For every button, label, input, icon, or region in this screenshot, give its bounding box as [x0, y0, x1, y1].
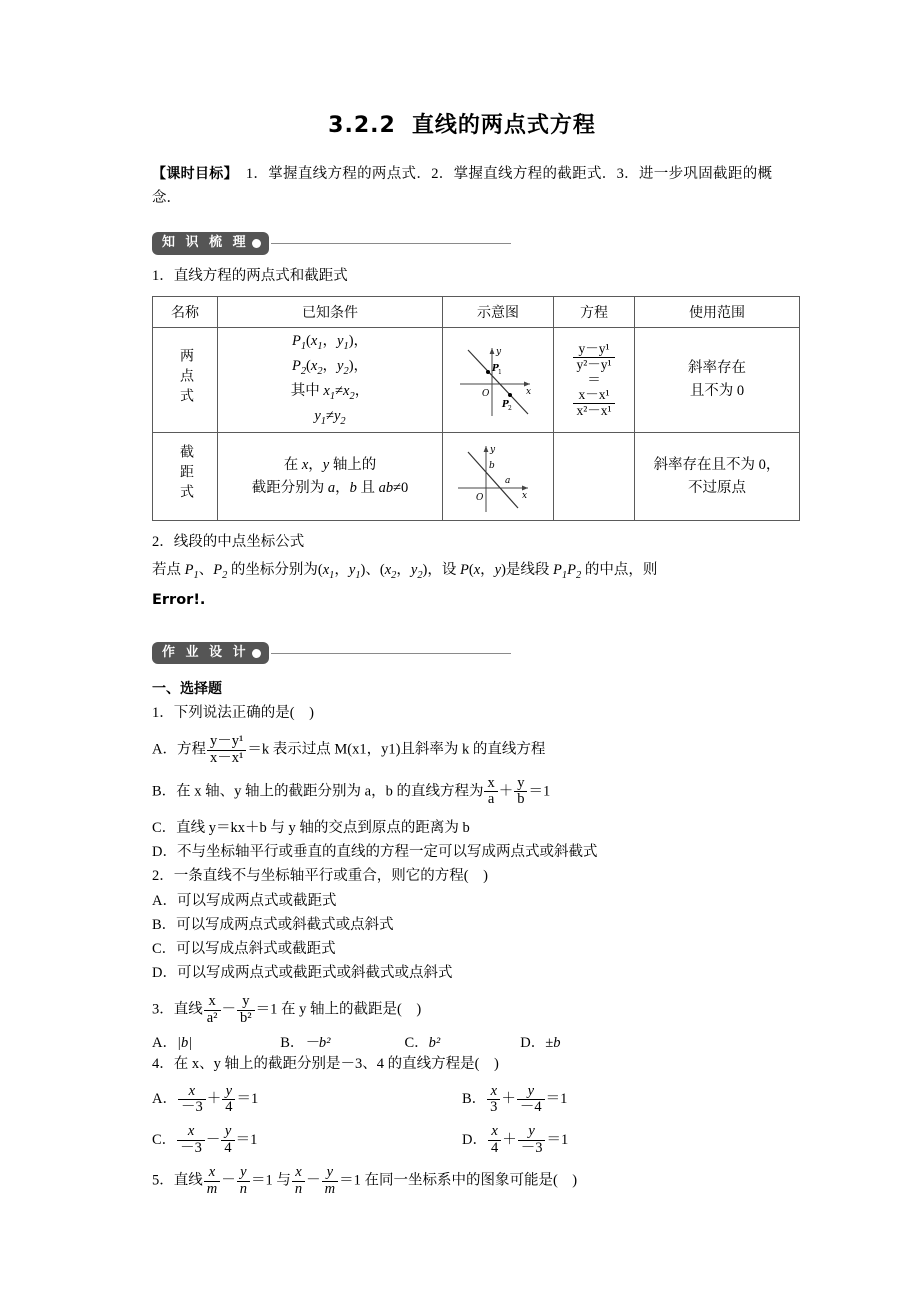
fraction-numerator: y [237, 994, 255, 1011]
row-condition-intercept [218, 433, 443, 521]
row-name-two-point [153, 328, 218, 433]
option-operator: － [205, 1131, 221, 1148]
option-letter: B． [152, 916, 177, 933]
row-scope-intercept [635, 433, 800, 521]
stem-fraction-1 [204, 1165, 220, 1197]
badge-knowledge-label: 知 识 梳 理 [162, 235, 249, 251]
option-text: 可以写成两点式或截距式或斜截式或点斜式 [176, 965, 453, 982]
table-header-row [153, 297, 800, 328]
stem-fraction-4 [322, 1165, 338, 1197]
table-header-figure: 示意图 [443, 297, 554, 328]
stem-fraction-2 [237, 994, 255, 1026]
fraction-denominator: m [206, 1181, 218, 1198]
option-letter: B． [462, 1091, 487, 1108]
option-spacer [440, 1031, 520, 1052]
objective-label: 【课时目标】 [152, 166, 238, 183]
option-tail: ＝1 [545, 1091, 568, 1108]
stem-fraction-3 [292, 1165, 305, 1197]
fraction-denominator: a² [206, 1009, 218, 1026]
row-figure-two-point [443, 328, 554, 433]
option-text: ±b [545, 1034, 561, 1051]
knowledge-item2-text: 若点 $P_1$、$P_2$ 的坐标分别为($x_1$，$y_1$)、($x_2$，$y_2$)，设 P(x，y)是线段 $P_1P_2$ 的中点，则 [152, 561, 658, 581]
section-header-knowledge [152, 232, 772, 254]
question-5-text-before: 直线 [173, 1172, 203, 1189]
svg-text:O: O [476, 492, 484, 503]
equation-relation: ＝ [587, 372, 601, 388]
question-1-option-d[interactable] [152, 841, 772, 864]
option-text: |b| [176, 1034, 193, 1051]
option-letter: B． [152, 783, 177, 800]
question-3-text-before: 直线 [173, 1001, 203, 1018]
question-2-option-c[interactable] [152, 938, 772, 961]
question-1-text: 下列说法正确的是( [173, 705, 295, 722]
row-equation-two-point [554, 328, 635, 433]
filled-circle-icon [252, 239, 261, 248]
fraction-numerator: y [517, 1084, 545, 1101]
option-fraction [207, 734, 246, 766]
table-row [153, 328, 800, 433]
question-4-options-row-1 [152, 1084, 772, 1116]
intercept-line-diagram [452, 438, 544, 516]
question-3-answer-blank[interactable]: ) [416, 1001, 422, 1018]
option-tail: ＝1 [236, 1091, 259, 1108]
fraction-denominator: y²－y¹ [576, 356, 612, 372]
condition-line: $P_2(x_2$，$y_2$)， [291, 358, 369, 378]
knowledge-item2-error: Error!. [152, 591, 206, 608]
knowledge-item1-heading: 1．直线方程的两点式和截距式 [152, 267, 348, 284]
option-fraction-2 [514, 776, 527, 808]
svg-text:x: x [522, 490, 528, 501]
question-2-answer-blank[interactable]: ) [483, 868, 488, 885]
fraction-denominator: n [294, 1181, 303, 1198]
question-3-options [152, 1031, 772, 1052]
option-text: 可以写成两点式或截距式 [176, 892, 337, 909]
question-1-stem [152, 702, 772, 725]
option-fraction-1 [487, 1084, 500, 1116]
fraction-numerator: x [488, 1124, 501, 1141]
table-header-name: 名称 [153, 297, 218, 328]
svg-text:b: b [489, 460, 495, 471]
question-1-option-b[interactable] [152, 776, 772, 808]
option-text-before: 在 x 轴、y 轴上的截距分别为 a，b 的直线方程为 [176, 783, 484, 800]
fraction-denominator: n [239, 1181, 247, 1198]
knowledge-item2-heading: 2．线段的中点坐标公式 [152, 534, 305, 551]
option-letter: C． [152, 1131, 177, 1148]
knowledge-table [152, 296, 800, 521]
option-letter: D． [462, 1131, 487, 1148]
question-1-option-a[interactable] [152, 734, 772, 766]
option-letter: A． [152, 892, 177, 909]
badge-homework-label: 作 业 设 计 [162, 645, 249, 661]
table-header-equation: 方程 [554, 297, 635, 328]
stem-fraction-2 [237, 1165, 250, 1197]
equation-fraction-left [573, 342, 614, 372]
fraction-numerator: x－x¹ [573, 388, 614, 404]
question-4-number: 4． [152, 1055, 174, 1072]
fraction-denominator: 4 [225, 1099, 233, 1116]
option-operator: ＋ [206, 1091, 222, 1108]
option-text: 不与坐标轴平行或垂直的直线的方程一定可以写成两点式或斜截式 [176, 844, 598, 861]
question-4-option-d[interactable] [462, 1124, 772, 1156]
option-letter: C． [152, 940, 177, 957]
fraction-denominator: －3 [520, 1139, 543, 1156]
question-4-text: 在 x、y 轴上的截距分别是－3、4 的直线方程是( [173, 1055, 480, 1072]
question-4-options-row-2 [152, 1124, 772, 1156]
objective-text: 1．掌握直线方程的两点式．2．掌握直线方程的截距式．3．进一步巩固截距的概念． [152, 166, 773, 206]
svg-text:P: P [492, 364, 499, 375]
option-text: －b² [304, 1034, 331, 1051]
two-point-line-diagram [452, 338, 544, 422]
option-letter: B． [280, 1034, 305, 1051]
option-letter: D． [520, 1034, 546, 1051]
row-name-intercept [153, 433, 218, 521]
filled-circle-icon [252, 649, 261, 658]
question-5-stem [152, 1165, 772, 1197]
option-operator: ＋ [501, 1091, 516, 1108]
fraction-numerator: y－y¹ [573, 342, 614, 358]
question-2-option-b[interactable] [152, 914, 772, 937]
option-text-after: ＝k 表示过点 M(x1，y1)且斜率为 k 的直线方程 [247, 741, 546, 758]
fraction-denominator: x²－x¹ [576, 402, 612, 418]
question-4-answer-blank[interactable]: ) [493, 1055, 499, 1072]
question-5-number: 5． [152, 1172, 174, 1189]
stem-operator-1: － [221, 1172, 236, 1189]
two-point-equation [572, 342, 615, 418]
fraction-denominator: －3 [180, 1139, 202, 1156]
option-fraction-1 [177, 1124, 205, 1156]
stem-mid-text: ＝1 与 [250, 1172, 291, 1189]
question-2-option-a[interactable] [152, 890, 772, 913]
fraction-numerator: y [514, 776, 527, 793]
badge-homework [152, 642, 269, 664]
fraction-numerator: x [487, 1084, 500, 1101]
stem-operator-2: － [306, 1172, 321, 1189]
scope-line: 斜率存在 [688, 360, 746, 377]
option-letter: A． [152, 1034, 177, 1051]
question-3-number: 3． [152, 1001, 174, 1018]
question-3-option-b[interactable] [280, 1031, 330, 1052]
row-name-intercept-label: 截距式 [178, 444, 193, 505]
option-letter: D． [152, 844, 177, 861]
scope-line: 且不为 0 [689, 383, 745, 400]
badge-knowledge [152, 232, 269, 254]
question-3-option-a[interactable] [152, 1031, 192, 1052]
question-2-option-d[interactable] [152, 962, 772, 985]
option-fraction-2 [518, 1124, 546, 1156]
question-4-stem [152, 1053, 772, 1076]
fraction-denominator: x－x¹ [209, 749, 244, 766]
svg-text:P: P [502, 400, 509, 411]
svg-text:a: a [505, 475, 511, 486]
row-condition-two-point [218, 328, 443, 433]
option-letter: D． [152, 965, 177, 982]
fraction-numerator: y－y¹ [207, 734, 246, 751]
question-3-option-c[interactable] [405, 1031, 441, 1052]
svg-text:y: y [496, 347, 502, 358]
title-text: 直线的两点式方程 [411, 113, 596, 138]
fraction-denominator: b [517, 791, 525, 808]
svg-text:1: 1 [498, 369, 502, 377]
condition-line: 其中 $x_1\ne x_2$， [290, 383, 370, 403]
table-row [153, 433, 800, 521]
fraction-numerator: y [237, 1165, 250, 1182]
option-operator: ＋ [498, 783, 514, 800]
option-text: 可以写成点斜式或截距式 [176, 940, 336, 957]
option-fraction-2 [222, 1084, 235, 1116]
row-equation-intercept [554, 433, 635, 521]
stem-operator: － [221, 1001, 237, 1018]
condition-line: $y_1\ne y_2$ [314, 408, 346, 428]
scope-line: 斜率存在且不为 0， [653, 456, 781, 473]
fraction-denominator: 3 [490, 1099, 498, 1116]
option-text-before: 方程 [176, 741, 206, 758]
fraction-numerator: x [204, 1165, 220, 1182]
svg-text:y: y [490, 444, 496, 455]
fraction-numerator: x [177, 1124, 205, 1141]
fraction-numerator: x [204, 994, 221, 1011]
question-1-option-c[interactable] [152, 817, 772, 840]
option-fraction-1 [488, 1124, 501, 1156]
fraction-denominator: m [324, 1181, 336, 1198]
fraction-numerator: y [322, 1165, 338, 1182]
option-fraction-1 [484, 776, 497, 808]
question-4-option-a[interactable] [152, 1084, 462, 1116]
question-3-stem [152, 994, 772, 1026]
option-fraction-1 [178, 1084, 206, 1116]
question-4-option-b[interactable] [462, 1084, 772, 1116]
row-scope-two-point [635, 328, 800, 433]
header-rule-homework [271, 653, 511, 654]
question-2-number: 2． [152, 868, 174, 885]
section-header-homework [152, 642, 772, 664]
stem-text-after: ＝1 在 y 轴上的截距是( [255, 1001, 402, 1018]
homework-part-heading: 一、选择题 [152, 681, 222, 698]
option-letter: C． [404, 1034, 429, 1051]
option-text: 可以写成两点式或斜截式或点斜式 [176, 916, 394, 933]
question-2-stem [152, 865, 772, 888]
question-3-option-d[interactable] [520, 1031, 560, 1052]
fraction-numerator: y [222, 1084, 235, 1101]
stem-text-after: ＝1 在同一坐标系中的图象可能是( [339, 1172, 558, 1189]
row-name-two-point-label: 两点式 [178, 347, 193, 408]
title-number: 3.2.2 [328, 113, 396, 138]
equation-fraction-right [573, 388, 614, 418]
option-text: 直线 y＝kx＋b 与 y 轴的交点到原点的距离为 b [176, 819, 470, 836]
question-2-text: 一条直线不与坐标轴平行或重合，则它的方程( [173, 868, 469, 885]
fraction-numerator: y [518, 1124, 546, 1141]
question-5-answer-blank[interactable]: ) [572, 1172, 578, 1189]
fraction-denominator: －3 [180, 1099, 203, 1116]
fraction-numerator: y [221, 1124, 234, 1141]
option-letter: A． [152, 1091, 177, 1108]
fraction-denominator: b² [240, 1009, 252, 1026]
page-title [152, 0, 772, 139]
option-fraction-2 [221, 1124, 234, 1156]
svg-text:x: x [526, 387, 532, 398]
option-text-after: ＝1 [528, 783, 551, 800]
question-4-option-c[interactable] [152, 1124, 462, 1156]
option-operator: ＋ [502, 1131, 517, 1148]
condition-line: $P_1(x_1$，$y_1$)， [291, 333, 369, 353]
question-1-answer-blank[interactable]: ) [309, 705, 314, 722]
option-spacer [192, 1031, 280, 1052]
scope-line: 不过原点 [688, 479, 746, 496]
fraction-denominator: a [487, 791, 495, 808]
option-letter: A． [152, 741, 177, 758]
option-spacer [331, 1031, 405, 1052]
option-fraction-2 [517, 1084, 545, 1116]
row-figure-intercept [443, 433, 554, 521]
lesson-objective [152, 163, 772, 210]
fraction-denominator: 4 [224, 1139, 232, 1156]
question-1-number: 1． [152, 705, 174, 722]
table-header-scope: 使用范围 [635, 297, 800, 328]
header-rule-knowledge [271, 243, 511, 244]
option-letter: C． [152, 819, 177, 836]
condition-line: 在 x，y 轴上的 [283, 457, 377, 474]
fraction-numerator: x [292, 1165, 305, 1182]
svg-text:O: O [482, 389, 490, 400]
option-text: b² [428, 1034, 441, 1051]
svg-text:2: 2 [508, 405, 512, 413]
fraction-denominator: 4 [490, 1139, 499, 1156]
page-content [152, 0, 781, 1198]
table-header-condition: 已知条件 [218, 297, 443, 328]
condition-line: 截距分别为 a，b 且 ab≠0 [251, 479, 409, 496]
fraction-denominator: －4 [519, 1099, 542, 1116]
stem-fraction-1 [204, 994, 221, 1026]
option-tail: ＝1 [235, 1131, 258, 1148]
option-tail: ＝1 [546, 1131, 569, 1148]
fraction-numerator: x [484, 776, 497, 793]
fraction-numerator: x [178, 1084, 206, 1101]
